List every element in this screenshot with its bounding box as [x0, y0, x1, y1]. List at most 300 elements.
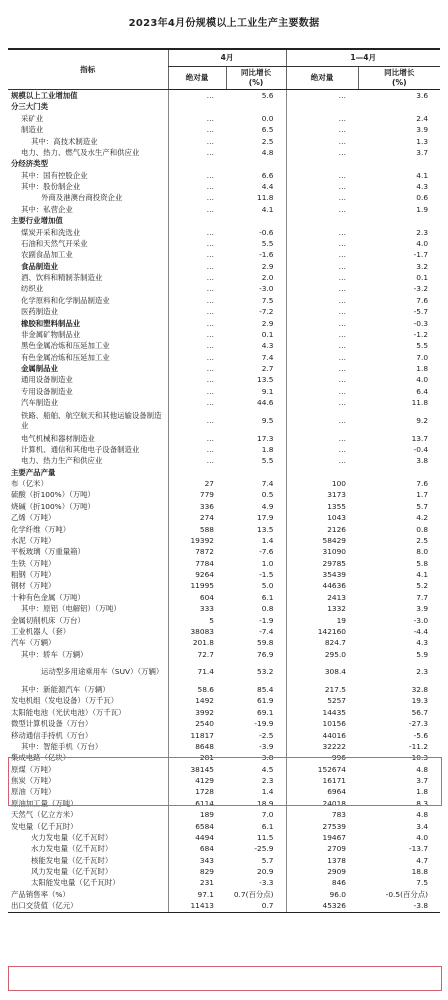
cell-ytd-absolute: …	[286, 363, 358, 374]
table-row	[8, 707, 440, 718]
cell-april-absolute: 343	[168, 855, 226, 866]
row-label: 石油和天然气开采业	[21, 238, 88, 248]
row-label: 其中：智能手机（万台）	[21, 741, 103, 751]
table-row	[8, 295, 440, 306]
cell-april-growth: 2.9	[261, 318, 274, 328]
cell-april-absolute: 201.8	[168, 637, 226, 648]
row-label: 天然气（亿立方米）	[11, 810, 78, 820]
row-label: 非金属矿物制品业	[21, 329, 81, 339]
cell-ytd-growth: 1.8	[416, 364, 429, 373]
cell-ytd-absolute	[286, 158, 358, 169]
cell-ytd-absolute: 783	[286, 809, 358, 820]
cell-april-growth: -25.9	[254, 844, 274, 854]
cell-ytd-growth: -27.3	[408, 719, 429, 729]
row-label: 出口交货值（亿元）	[8, 900, 168, 912]
cell-ytd-absolute: 96.0	[286, 889, 358, 900]
cell-april-absolute	[168, 101, 226, 112]
row-label: 食品制造业	[21, 261, 58, 271]
cell-ytd-absolute: …	[286, 272, 358, 283]
cell-ytd-growth: 1.7	[416, 490, 429, 500]
cell-ytd-absolute: 2709	[286, 843, 358, 854]
cell-ytd-growth: 5.5	[416, 341, 429, 351]
cell-ytd-growth: 1.8	[416, 787, 429, 797]
cell-april-growth: -7.2	[259, 307, 274, 317]
cell-ytd-growth: -11.2	[408, 741, 429, 751]
cell-april-growth: 4.4	[261, 182, 274, 191]
cell-ytd-absolute: 295.0	[286, 649, 358, 660]
cell-ytd-absolute: …	[286, 261, 358, 272]
row-label: 发电量（亿千瓦时）	[11, 821, 78, 831]
cell-april-growth: -1.6	[259, 250, 274, 260]
cell-ytd-growth: 8.0	[416, 547, 429, 557]
cell-ytd-absolute: 217.5	[286, 684, 358, 695]
cell-april-growth: 7.5	[261, 295, 274, 305]
cell-ytd-absolute: 44016	[286, 730, 358, 741]
cell-ytd-growth: 4.0	[416, 832, 429, 842]
cell-ytd-growth: 0.6	[416, 193, 429, 203]
cell-april-growth: 59.8	[257, 638, 274, 648]
cell-april-absolute: 588	[168, 524, 226, 535]
cell-ytd-growth: 3.6	[416, 91, 429, 100]
row-label: 微型计算机设备（万台）	[11, 719, 93, 729]
cell-ytd-growth: -3.8	[358, 900, 440, 912]
cell-april-absolute: 4129	[168, 775, 226, 786]
cell-april-absolute: 4494	[168, 832, 226, 843]
row-label: 焦炭（万吨）	[11, 776, 56, 785]
cell-april-absolute	[168, 215, 226, 226]
cell-ytd-absolute: …	[286, 455, 358, 466]
cell-ytd-absolute: …	[286, 124, 358, 135]
cell-ytd-absolute: 3173	[286, 489, 358, 500]
cell-april-absolute: …	[168, 249, 226, 260]
cell-april-growth: -7.4	[259, 626, 274, 636]
cell-april-growth: 5.5	[261, 238, 274, 248]
cell-april-absolute: …	[168, 90, 226, 102]
table-row	[8, 181, 440, 192]
cell-ytd-absolute: …	[286, 238, 358, 249]
table-row	[8, 261, 440, 272]
cell-ytd-absolute: 24018	[286, 798, 358, 809]
row-label: 化学原料和化学制品制造业	[21, 295, 110, 305]
cell-april-absolute: 684	[168, 843, 226, 854]
row-label: 主要产品产量	[11, 467, 56, 477]
cell-april-growth: 13.5	[257, 375, 274, 385]
cell-ytd-absolute: 31090	[286, 546, 358, 557]
cell-april-absolute: …	[168, 170, 226, 181]
table-row	[8, 409, 440, 433]
header-april-growth: 同比增长 (%)	[226, 67, 286, 90]
row-label: 原油（万吨）	[11, 787, 56, 797]
table-row	[8, 695, 440, 706]
cell-april-growth: 0.5	[261, 490, 274, 500]
row-label: 十种有色金属（万吨）	[11, 592, 85, 602]
cell-ytd-absolute: …	[286, 204, 358, 215]
cell-ytd-growth: 5.9	[416, 649, 429, 659]
cell-ytd-absolute: 14435	[286, 707, 358, 718]
cell-april-absolute: …	[168, 113, 226, 124]
cell-ytd-absolute: 45326	[286, 900, 358, 912]
cell-april-growth: 9.5	[261, 415, 274, 425]
cell-april-absolute: 11413	[168, 900, 226, 912]
row-label: 布（亿米）	[11, 479, 48, 488]
table-row	[8, 546, 440, 557]
cell-ytd-absolute: 32222	[286, 741, 358, 752]
table-row	[8, 752, 440, 763]
cell-ytd-growth: -1.2	[413, 329, 429, 339]
row-label: 集成电路（亿块）	[11, 753, 71, 763]
row-label: 汽车（万辆）	[11, 638, 56, 648]
cell-ytd-growth: 4.0	[416, 375, 429, 385]
cell-ytd-absolute: …	[286, 374, 358, 385]
cell-april-absolute: 38083	[168, 626, 226, 637]
cell-ytd-growth	[358, 158, 440, 169]
table-row	[8, 90, 440, 102]
cell-april-growth: 4.9	[261, 501, 274, 511]
cell-ytd-growth: 4.0	[416, 238, 429, 248]
cell-april-absolute: …	[168, 227, 226, 238]
cell-ytd-growth: -10.3	[408, 753, 429, 763]
cell-april-growth: 5.0	[261, 581, 274, 591]
cell-april-absolute: …	[168, 306, 226, 317]
cell-ytd-absolute: 2126	[286, 524, 358, 535]
row-label: 核能发电量（亿千瓦时）	[31, 855, 113, 865]
cell-april-growth: -3.3	[259, 878, 274, 888]
cell-april-growth: 9.1	[261, 386, 274, 396]
cell-april-absolute: 7872	[168, 546, 226, 557]
cell-april-growth: 6.1	[261, 592, 274, 602]
cell-april-absolute: …	[168, 386, 226, 397]
cell-ytd-growth: 13.7	[411, 433, 429, 443]
cell-ytd-growth: 4.1	[416, 170, 429, 180]
cell-ytd-growth: 32.8	[411, 685, 429, 694]
cell-ytd-absolute: …	[286, 397, 358, 408]
cell-ytd-growth: -13.7	[408, 844, 429, 854]
cell-ytd-growth: 3.2	[416, 261, 429, 271]
cell-april-growth: 11.5	[257, 832, 274, 842]
cell-ytd-absolute: …	[286, 192, 358, 203]
table-row	[8, 136, 440, 147]
cell-april-absolute: 3992	[168, 707, 226, 718]
cell-ytd-absolute: 35439	[286, 569, 358, 580]
cell-april-growth: 53.2	[257, 667, 274, 676]
cell-april-absolute: 58.6	[168, 684, 226, 695]
cell-ytd-growth: 5.8	[416, 558, 429, 568]
table-row	[8, 637, 440, 648]
cell-ytd-growth: 1.3	[416, 136, 429, 146]
cell-ytd-growth: 4.8	[416, 810, 429, 820]
cell-april-growth: 1.4	[261, 535, 274, 545]
row-label: 外商及港澳台商投资企业	[41, 193, 123, 203]
cell-april-absolute: 9264	[168, 569, 226, 580]
cell-ytd-absolute: …	[286, 329, 358, 340]
cell-ytd-absolute: …	[286, 340, 358, 351]
cell-ytd-absolute: 16171	[286, 775, 358, 786]
table-row	[8, 558, 440, 569]
row-label: 化学纤维（万吨）	[11, 524, 71, 534]
cell-april-absolute: …	[168, 192, 226, 203]
cell-ytd-absolute: 44636	[286, 580, 358, 591]
table-row	[8, 786, 440, 797]
table-row	[8, 524, 440, 535]
cell-ytd-growth: 4.3	[416, 638, 429, 648]
cell-april-growth: 4.5	[261, 764, 274, 774]
highlight-box-power	[8, 966, 442, 991]
cell-april-growth: 3.8	[261, 753, 274, 763]
table-row	[8, 843, 440, 854]
cell-ytd-growth: 3.4	[416, 821, 429, 831]
table-row	[8, 101, 440, 112]
table-row	[8, 147, 440, 158]
cell-ytd-growth: 7.7	[416, 592, 429, 602]
row-label: 其中：高技术制造业	[31, 136, 98, 146]
table-row	[8, 569, 440, 580]
table-row	[8, 455, 440, 466]
cell-ytd-growth: -0.4	[413, 444, 429, 454]
cell-ytd-absolute	[286, 215, 358, 226]
cell-april-growth: 20.9	[257, 867, 274, 876]
cell-ytd-growth: 4.2	[416, 513, 429, 523]
row-label: 分经济类型	[11, 159, 48, 169]
row-label: 水泥（万吨）	[11, 535, 56, 545]
cell-ytd-absolute: 58429	[286, 535, 358, 546]
cell-ytd-growth: -3.0	[413, 615, 429, 625]
cell-ytd-growth: -3.2	[413, 284, 429, 294]
cell-april-growth: 69.1	[257, 707, 274, 717]
cell-april-absolute: …	[168, 318, 226, 329]
cell-april-growth: 17.9	[257, 513, 274, 523]
cell-april-absolute: …	[168, 136, 226, 147]
cell-april-growth: 2.0	[261, 273, 274, 282]
cell-april-absolute: …	[168, 181, 226, 192]
cell-april-growth: 61.9	[257, 696, 274, 706]
cell-ytd-absolute: 824.7	[286, 637, 358, 648]
row-label: 有色金属冶炼和压延加工业	[21, 352, 110, 362]
cell-april-absolute: 333	[168, 603, 226, 614]
table-row	[8, 866, 440, 877]
cell-ytd-growth: -1.7	[413, 250, 429, 260]
cell-april-growth: 0.7	[226, 900, 286, 912]
cell-april-growth: 6.6	[261, 170, 274, 180]
table-row	[8, 489, 440, 500]
cell-april-growth: -1.5	[259, 570, 274, 579]
cell-april-growth: -7.6	[259, 547, 274, 557]
cell-april-growth: -0.6	[259, 227, 274, 237]
table-row	[8, 512, 440, 523]
cell-april-growth: 5.7	[261, 855, 274, 865]
table-row	[8, 467, 440, 478]
cell-april-growth: 85.4	[257, 685, 274, 694]
cell-ytd-growth: 3.9	[416, 604, 429, 614]
cell-ytd-growth: 3.9	[416, 125, 429, 135]
cell-ytd-growth	[358, 101, 440, 112]
table-row	[8, 718, 440, 729]
row-label: 其中：轿车（万辆）	[21, 649, 88, 659]
row-label: 采矿业	[21, 113, 44, 123]
cell-ytd-growth: 3.8	[416, 456, 429, 466]
row-label: 乙烯（万吨）	[11, 513, 56, 523]
cell-april-growth: 5.6	[261, 91, 274, 100]
cell-ytd-absolute: …	[286, 249, 358, 260]
cell-april-absolute: 281	[168, 752, 226, 763]
cell-april-growth: 6.5	[261, 125, 274, 135]
cell-april-growth: -1.9	[259, 615, 274, 625]
cell-ytd-growth	[358, 215, 440, 226]
cell-ytd-absolute: …	[286, 444, 358, 455]
cell-april-growth: 1.8	[261, 444, 274, 454]
cell-april-growth: 1.0	[261, 558, 274, 568]
cell-ytd-growth	[358, 467, 440, 478]
cell-ytd-absolute: 1355	[286, 501, 358, 512]
table-row	[8, 615, 440, 626]
cell-ytd-absolute: 6964	[286, 786, 358, 797]
cell-ytd-growth: 5.7	[416, 501, 429, 511]
table-row	[8, 124, 440, 135]
cell-april-absolute: …	[168, 433, 226, 444]
cell-ytd-growth: 7.0	[416, 352, 429, 362]
cell-ytd-absolute: …	[286, 283, 358, 294]
cell-april-growth: 0.1	[261, 329, 274, 339]
table-row	[8, 113, 440, 124]
table-row	[8, 340, 440, 351]
table-row	[8, 660, 440, 684]
cell-april-growth: 11.8	[257, 193, 274, 203]
table-row	[8, 877, 440, 888]
production-data-table	[8, 48, 440, 913]
cell-ytd-growth: 7.5	[416, 878, 429, 888]
cell-ytd-growth: 4.8	[416, 764, 429, 774]
row-label: 其中：新能源汽车（万辆）	[21, 685, 110, 694]
cell-april-growth: 1.4	[261, 787, 274, 797]
cell-april-absolute: …	[168, 397, 226, 408]
cell-april-growth: 4.8	[261, 147, 274, 157]
cell-ytd-growth: 56.7	[411, 707, 429, 717]
header-indicator: 指标	[8, 49, 168, 90]
row-label: 专用设备制造业	[21, 386, 73, 396]
row-label: 铁路、船舶、航空航天和其他运输设备制造业	[21, 410, 162, 430]
cell-ytd-growth: 2.4	[416, 113, 429, 123]
row-label: 生铁（万吨）	[11, 558, 56, 568]
cell-ytd-growth: 4.3	[416, 182, 429, 191]
cell-april-absolute: …	[168, 409, 226, 433]
cell-april-absolute: …	[168, 272, 226, 283]
cell-april-absolute: 11995	[168, 580, 226, 591]
cell-ytd-absolute: 100	[286, 478, 358, 489]
cell-april-absolute: 829	[168, 866, 226, 877]
cell-ytd-absolute: …	[286, 295, 358, 306]
cell-april-growth: 18.9	[257, 798, 274, 808]
row-label: 电力、热力、燃气及水生产和供应业	[21, 147, 140, 157]
cell-ytd-growth: -0.3	[413, 318, 429, 328]
table-row	[8, 215, 440, 226]
cell-april-growth: 5.5	[261, 456, 274, 466]
table-row	[8, 306, 440, 317]
table-row	[8, 397, 440, 408]
table-row	[8, 386, 440, 397]
cell-april-growth	[226, 215, 286, 226]
table-row	[8, 444, 440, 455]
cell-ytd-growth: 7.6	[416, 295, 429, 305]
cell-april-absolute: …	[168, 374, 226, 385]
cell-april-growth: 7.4	[261, 352, 274, 362]
cell-ytd-absolute: 1378	[286, 855, 358, 866]
cell-ytd-absolute: 19467	[286, 832, 358, 843]
header-ytd-growth: 同比增长 (%)	[358, 67, 440, 90]
cell-april-growth: 13.5	[257, 524, 274, 534]
cell-april-growth: 4.1	[261, 204, 274, 214]
cell-ytd-absolute: …	[286, 409, 358, 433]
row-label: 汽车制造业	[21, 398, 58, 408]
cell-ytd-growth: 3.7	[416, 147, 429, 157]
cell-ytd-absolute: 1043	[286, 512, 358, 523]
table-row	[8, 158, 440, 169]
cell-ytd-absolute: 846	[286, 877, 358, 888]
table-row	[8, 329, 440, 340]
cell-ytd-growth: 9.2	[416, 415, 429, 425]
cell-april-absolute: 1492	[168, 695, 226, 706]
cell-april-absolute: 6584	[168, 821, 226, 832]
table-row	[8, 238, 440, 249]
cell-april-absolute: …	[168, 295, 226, 306]
cell-ytd-absolute: 2413	[286, 592, 358, 603]
cell-april-absolute: 97.1	[168, 889, 226, 900]
cell-ytd-absolute: …	[286, 90, 358, 102]
cell-april-absolute: …	[168, 238, 226, 249]
cell-april-growth	[226, 467, 286, 478]
cell-ytd-growth: 3.7	[416, 776, 429, 785]
table-row	[8, 603, 440, 614]
cell-ytd-absolute: 10156	[286, 718, 358, 729]
cell-april-growth: -3.9	[259, 741, 274, 751]
cell-april-absolute: …	[168, 444, 226, 455]
cell-april-absolute: 19392	[168, 535, 226, 546]
row-label: 制造业	[21, 125, 44, 135]
cell-ytd-growth: 6.4	[416, 386, 429, 396]
cell-april-growth: -2.5	[259, 730, 274, 740]
table-row	[8, 374, 440, 385]
table-row	[8, 741, 440, 752]
cell-ytd-growth: 1.9	[416, 204, 429, 214]
table-row	[8, 821, 440, 832]
cell-ytd-growth: 18.8	[411, 867, 429, 876]
row-label: 主要行业增加值	[11, 216, 63, 226]
cell-ytd-absolute: 27539	[286, 821, 358, 832]
row-label: 平板玻璃（万重量箱）	[11, 547, 85, 557]
cell-april-absolute: …	[168, 340, 226, 351]
row-label: 黑色金属冶炼和压延加工业	[21, 341, 110, 351]
cell-april-absolute: 336	[168, 501, 226, 512]
table-row	[8, 649, 440, 660]
header-april: 4月	[168, 49, 286, 67]
table-row	[8, 798, 440, 809]
row-label: 医药制造业	[21, 307, 58, 317]
cell-ytd-growth: -4.4	[413, 626, 429, 636]
cell-ytd-absolute: …	[286, 433, 358, 444]
row-label: 煤炭开采和洗选业	[21, 227, 81, 237]
table-row	[8, 535, 440, 546]
cell-ytd-growth: 2.3	[416, 667, 429, 676]
cell-ytd-growth: 2.3	[416, 227, 429, 237]
row-label: 移动通信手持机（万台）	[11, 730, 93, 740]
row-label: 橡胶和塑料制品业	[21, 318, 81, 328]
cell-ytd-absolute: …	[286, 181, 358, 192]
cell-april-growth: -19.9	[254, 719, 274, 729]
row-label: 金属制品业	[21, 364, 58, 373]
cell-ytd-absolute: 152674	[286, 764, 358, 775]
cell-ytd-absolute	[286, 467, 358, 478]
cell-ytd-absolute: …	[286, 147, 358, 158]
row-label: 烧碱（折100%）（万吨）	[11, 501, 95, 511]
cell-ytd-absolute: 1332	[286, 603, 358, 614]
